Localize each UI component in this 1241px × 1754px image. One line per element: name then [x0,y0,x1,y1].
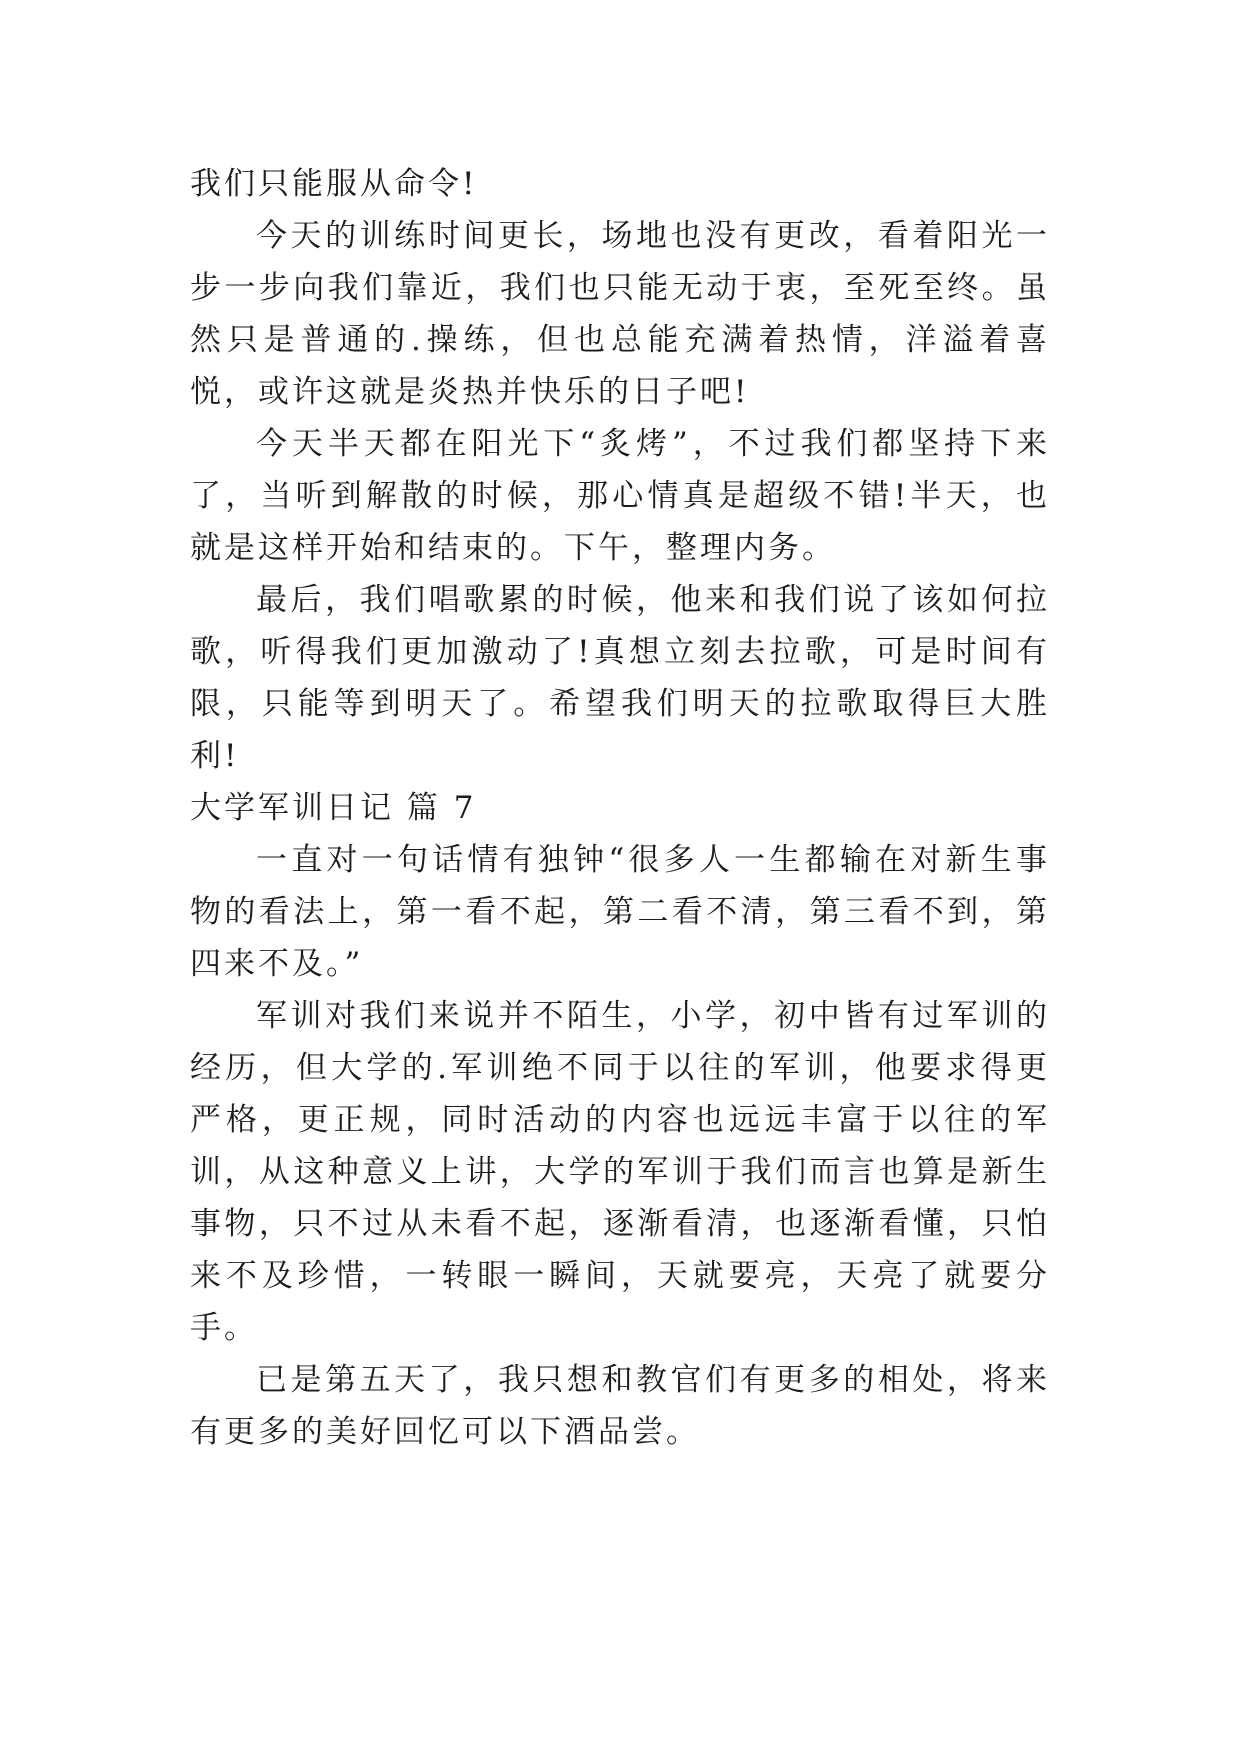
paragraph: 军训对我们来说并不陌生，小学，初中皆有过军训的经历，但大学的.军训绝不同于以往的军训，他要求得更严格，更正规，同时活动的内容也远远丰富于以往的军训，从这种意义上讲，大学的军训于我们而言也算是新生事物，只不过从未看不起，逐渐看清，也逐渐看懂，只怕来不及珍惜，一转眼一瞬间，天就要亮，天亮了就要分手。 [190,998,1050,1346]
paragraph: 一直对一句话情有独钟“很多人一生都输在对新生事物的看法上，第一看不起，第二看不清，第三看不到，第四来不及。” [190,842,1050,982]
paragraph: 我们只能服从命令! [190,166,478,202]
paragraph: 已是第五天了，我只想和教官们有更多的相处，将来有更多的美好回忆可以下酒品尝。 [190,1362,1050,1450]
paragraph: 今天半天都在阳光下“炙烤”，不过我们都坚持下来了，当听到解散的时候，那心情真是超级不错!半天，也就是这样开始和结束的。下午，整理内务。 [190,426,1050,566]
document-body [190,158,1050,1458]
paragraph: 今天的训练时间更长，场地也没有更改，看着阳光一步一步向我们靠近，我们也只能无动于衷，至死至终。虽然只是普通的.操练，但也总能充满着热情，洋溢着喜悦，或许这就是炎热并快乐的日子吧! [190,218,1050,410]
paragraph: 最后，我们唱歌累的时候，他来和我们说了该如何拉歌，听得我们更加激动了!真想立刻去拉歌，可是时间有限，只能等到明天了。希望我们明天的拉歌取得巨大胜利! [190,582,1050,774]
section-heading: 大学军训日记 篇 7 [190,790,477,826]
